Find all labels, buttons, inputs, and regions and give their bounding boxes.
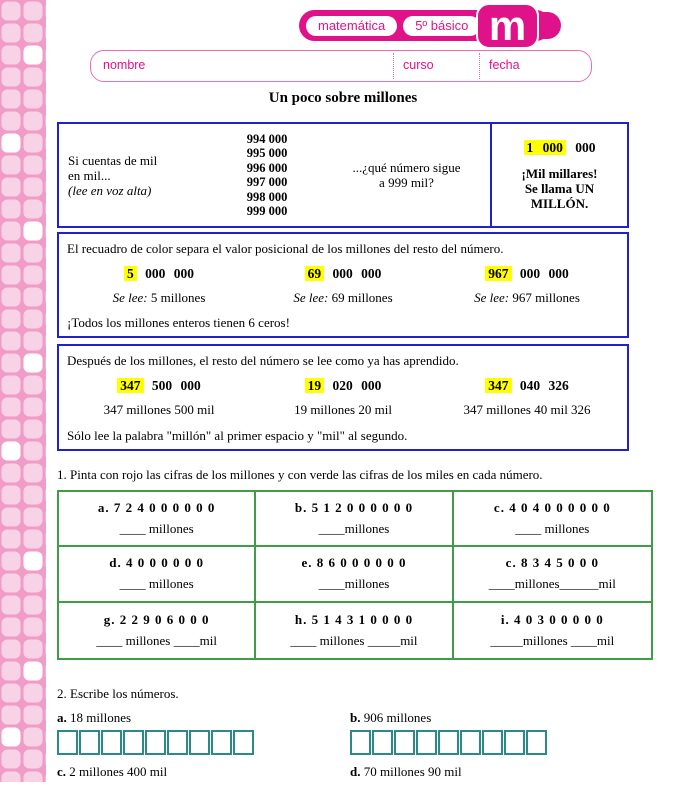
exercise2-item-a-label: a. 18 millones [57, 710, 132, 725]
example-reading: 347 millones 500 mil [103, 402, 215, 417]
cell-number: i. 4 0 3 0 0 0 0 0 [500, 611, 604, 627]
counting-number: 996 000 [246, 160, 288, 175]
number-rest: 500 000 [151, 378, 201, 393]
cell-blank[interactable]: ____ millones [119, 576, 194, 592]
read-text: 5 millones [147, 290, 206, 305]
digit-box[interactable] [167, 730, 188, 755]
example-reading [251, 290, 435, 306]
number-rest: 020 000 [332, 378, 382, 393]
digit-box[interactable] [460, 730, 481, 755]
student-info-bar[interactable] [90, 50, 592, 82]
read-text: 967 millones [509, 290, 580, 305]
cell-blank[interactable]: _____millones ____mil [490, 632, 615, 648]
subject-badge: matemática [306, 16, 397, 36]
example-number [435, 378, 619, 394]
table-cell[interactable] [256, 492, 453, 547]
highlighted-digits: 19 [305, 378, 325, 393]
million-number [524, 140, 596, 156]
example-reading: 19 millones 20 mil [294, 402, 392, 417]
read-label: Se lee: [474, 290, 510, 305]
number-rest: 000 000 [519, 266, 569, 281]
number-rest: 000 000 [332, 266, 382, 281]
table-cell[interactable] [256, 547, 453, 602]
field-separator [393, 53, 394, 79]
name-field-label[interactable]: nombre [103, 58, 146, 72]
digit-box[interactable] [526, 730, 547, 755]
m-logo [476, 3, 539, 49]
counting-number: 997 000 [246, 175, 288, 189]
digit-box[interactable] [394, 730, 415, 755]
highlighted-digits: 1 000 [524, 140, 566, 155]
digit-box[interactable] [145, 730, 166, 755]
highlighted-digits: 347 [117, 378, 143, 393]
page-title: Un poco sobre millones [268, 90, 418, 106]
cell-blank[interactable]: ____millones [318, 576, 390, 592]
decorative-border [0, 0, 46, 782]
number-rest: 000 000 [145, 266, 194, 281]
example-number [67, 266, 251, 282]
digit-box[interactable] [482, 730, 503, 755]
highlighted-digits: 967 [485, 266, 511, 281]
cell-number: b. 5 1 2 0 0 0 0 0 0 [294, 500, 414, 516]
exercise2-prompt: 2. Escribe los números. [57, 686, 179, 701]
question-text [323, 160, 490, 190]
question-line: a 999 mil? [379, 175, 434, 190]
cell-number: e. 8 6 0 0 0 0 0 0 [301, 555, 407, 571]
exercise1-prompt: 1. Pinta con rojo las cifras de los millones y con verde las cifras de los miles en cada número. [57, 467, 543, 482]
table-cell[interactable] [454, 492, 651, 547]
counting-list [211, 132, 323, 219]
highlighted-digits: 69 [305, 266, 325, 281]
field-separator [479, 53, 480, 79]
digit-box[interactable] [101, 730, 122, 755]
table-cell[interactable] [256, 603, 453, 658]
counting-number: 998 000 [246, 189, 288, 204]
digit-boxes-b [350, 730, 547, 755]
box2-footer: ¡Todos los millones enteros tienen 6 ceros! [67, 315, 290, 330]
example-number [67, 378, 251, 394]
caption-line: MILLÓN. [530, 195, 589, 211]
course-field-label[interactable]: curso [403, 58, 434, 72]
counting-number: 995 000 [246, 146, 288, 160]
digit-box[interactable] [57, 730, 78, 755]
read-label: Se lee: [293, 290, 329, 305]
cell-blank[interactable]: ____ millones [515, 521, 590, 537]
counting-number: 999 000 [246, 204, 288, 218]
exercise1-table [57, 490, 653, 660]
example-number [251, 378, 435, 394]
digit-box[interactable] [372, 730, 393, 755]
cell-number: c. 4 0 4 0 0 0 0 0 0 [493, 500, 611, 516]
cell-number: g. 2 2 9 0 6 0 0 0 [103, 611, 210, 627]
read-label: Se lee: [112, 290, 148, 305]
cell-blank[interactable]: ____ millones [119, 521, 194, 537]
cell-number: a. 7 2 4 0 0 0 0 0 0 [97, 500, 216, 516]
table-cell[interactable] [454, 547, 651, 602]
digit-box[interactable] [211, 730, 232, 755]
digit-box[interactable] [438, 730, 459, 755]
example-reading [67, 290, 251, 306]
cell-blank[interactable]: ____millones______mil [488, 576, 616, 592]
highlighted-digits: 5 [124, 266, 137, 281]
table-cell[interactable] [454, 603, 651, 658]
example-number [251, 266, 435, 282]
table-cell[interactable] [59, 603, 256, 658]
highlighted-digits: 347 [485, 378, 511, 393]
million-caption [522, 166, 598, 211]
number-rest: 040 326 [519, 378, 569, 393]
cell-blank[interactable]: ____millones [318, 521, 390, 537]
instruction-line: Si cuentas de mil [68, 152, 158, 168]
exercise2-item-b-label: b. 906 millones [350, 710, 432, 725]
box3-footer: Sólo lee la palabra "millón" al primer espacio y "mil" al segundo. [67, 428, 408, 443]
instruction-line: (lee en voz alta) [68, 182, 152, 198]
date-field-label[interactable]: fecha [489, 58, 520, 72]
example-numbers-row [67, 378, 619, 394]
example-readings-row [67, 402, 619, 418]
digit-box[interactable] [123, 730, 144, 755]
m-logo-letter: m [488, 2, 527, 49]
exercise2-item-d-label: d. 70 millones 90 mil [350, 764, 462, 779]
example-readings-row [67, 290, 619, 306]
example-reading [435, 290, 619, 306]
cell-blank[interactable]: ____ millones _____mil [290, 632, 418, 648]
digit-box[interactable] [504, 730, 525, 755]
cell-number: d. 4 0 0 0 0 0 0 [109, 555, 205, 571]
counting-instruction [59, 153, 211, 198]
digit-boxes-a [57, 730, 254, 755]
digit-box[interactable] [350, 730, 371, 755]
digit-box[interactable] [416, 730, 437, 755]
question-line: ...¿qué número sigue [352, 160, 461, 175]
table-cell[interactable] [59, 547, 256, 602]
cell-number: h. 5 1 4 3 1 0 0 0 0 [294, 611, 414, 627]
info-box-millions [57, 232, 629, 338]
caption-line: ¡Mil millares! [521, 165, 598, 181]
instruction-line: en mil... [68, 167, 111, 183]
example-number [435, 266, 619, 282]
digit-box[interactable] [79, 730, 100, 755]
table-cell[interactable] [59, 492, 256, 547]
million-answer-cell [490, 124, 627, 226]
box3-intro: Después de los millones, el resto del número se lee como ya has aprendido. [67, 353, 459, 368]
grade-badge: 5º básico [403, 16, 480, 36]
exercise2-item-c-label: c. 2 millones 400 mil [57, 764, 168, 779]
cell-number: c. 8 3 4 5 0 0 0 [505, 555, 599, 571]
info-box-reading [57, 344, 629, 451]
cell-blank[interactable]: ____ millones ____mil [96, 632, 217, 648]
counting-number: 994 000 [246, 131, 288, 146]
box2-intro: El recuadro de color separa el valor posicional de los millones del resto del número. [67, 241, 504, 256]
example-reading: 347 millones 40 mil 326 [463, 402, 591, 417]
digit-box[interactable] [189, 730, 210, 755]
digit-box[interactable] [233, 730, 254, 755]
info-box-counting [57, 122, 629, 228]
example-numbers-row [67, 266, 619, 282]
number-rest: 000 [575, 139, 596, 155]
read-text: 69 millones [328, 290, 393, 305]
caption-line: Se llama UN [524, 180, 595, 196]
decorative-border-pattern [0, 0, 46, 782]
